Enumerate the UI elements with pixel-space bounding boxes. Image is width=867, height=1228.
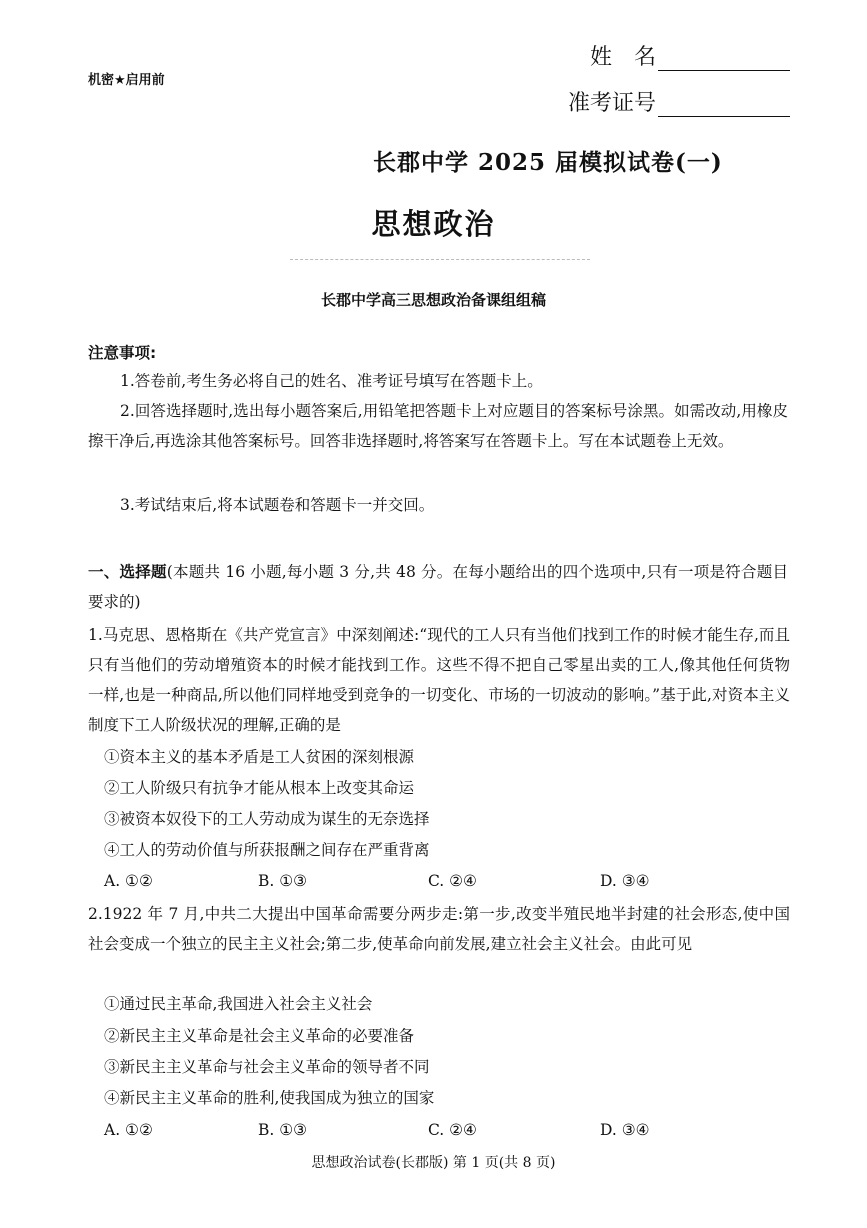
name-field <box>590 40 790 71</box>
exam-id-label: 准考证号 <box>567 91 656 116</box>
note-item-1: 1.答卷前,考生务必将自己的姓名、准考证号填写在答题卡上。 <box>120 372 543 390</box>
question-1-option-1: ①资本主义的基本矛盾是工人贫困的深刻根源 <box>104 748 415 766</box>
notes-heading: 注意事项: <box>88 344 157 362</box>
name-label: 姓 名 <box>589 45 656 70</box>
section-description: (本题共 16 小题,每小题 3 分,共 48 分。在每小题给出的四个选项中,只有一项是符合题目要求的) <box>88 563 788 611</box>
question-2-choice-a[interactable]: A. ①② <box>104 1121 153 1139</box>
question-1-choice-c[interactable]: C. ②④ <box>428 872 477 890</box>
note-item-2: 2.回答选择题时,选出每小题答案后,用铅笔把答题卡上对应题目的答案标号涂黑。如需改动,用橡皮擦干净后,再选涂其他答案标号。回答非选择题时,将答案写在答题卡上。写在本试题卷上无效。 <box>88 402 788 450</box>
confidential-label: 机密★启用前 <box>88 73 165 88</box>
question-2-option-3: ③新民主主义革命与社会主义革命的领导者不同 <box>104 1058 430 1076</box>
exam-title: 长郡中学 2025 届模拟试卷(一) <box>373 149 723 176</box>
exam-id-blank[interactable] <box>658 94 790 117</box>
section-title: 一、选择题 <box>88 563 167 581</box>
question-2-option-4: ④新民主主义革命的胜利,使我国成为独立的国家 <box>104 1089 435 1107</box>
divider <box>290 259 590 260</box>
name-blank[interactable] <box>658 48 790 71</box>
question-2-choice-c[interactable]: C. ②④ <box>428 1121 477 1139</box>
question-1-stem: 1.马克思、恩格斯在《共产党宣言》中深刻阐述:“现代的工人只有当他们找到工作的时候才能生存,而且只有当他们的劳动增殖资本的时候才能找到工作。这些不得不把自己零星出卖的工人,像其他任何货物一样,也是一种商品,所以他们同样地受到竞争的一切变化、市场的一切波动的影响。”基于此,对资本主义制度下工人阶级状况的理解,正确的是 <box>88 626 790 734</box>
page-footer: 思想政治试卷(长郡版) 第 1 页(共 8 页) <box>311 1155 556 1171</box>
exam-id-field <box>568 86 790 117</box>
question-2-option-1: ①通过民主革命,我国进入社会主义社会 <box>104 995 373 1013</box>
question-1-choice-d[interactable]: D. ③④ <box>600 872 650 890</box>
author-line: 长郡中学高三思想政治备课组组稿 <box>320 291 546 309</box>
question-1-option-2: ②工人阶级只有抗争才能从根本上改变其命运 <box>104 779 415 797</box>
question-1-choice-b[interactable]: B. ①③ <box>258 872 308 890</box>
question-2-choice-b[interactable]: B. ①③ <box>258 1121 308 1139</box>
question-2-stem: 2.1922 年 7 月,中共二大提出中国革命需要分两步走:第一步,改变半殖民地半封建的社会形态,使中国社会变成一个独立的民主主义社会;第二步,使革命向前发展,建立社会主义社会。由此可见 <box>88 905 790 953</box>
section-header <box>88 557 788 617</box>
question-1-option-3: ③被资本奴役下的工人劳动成为谋生的无奈选择 <box>104 810 430 828</box>
question-2-choice-d[interactable]: D. ③④ <box>600 1121 650 1139</box>
note-item-3: 3.考试结束后,将本试题卷和答题卡一并交回。 <box>120 496 435 514</box>
question-1-choice-a[interactable]: A. ①② <box>104 872 153 890</box>
subject-title: 思想政治 <box>371 207 496 241</box>
question-1-option-4: ④工人的劳动价值与所获报酬之间存在严重背离 <box>104 841 430 859</box>
question-2-option-2: ②新民主主义革命是社会主义革命的必要准备 <box>104 1027 415 1045</box>
